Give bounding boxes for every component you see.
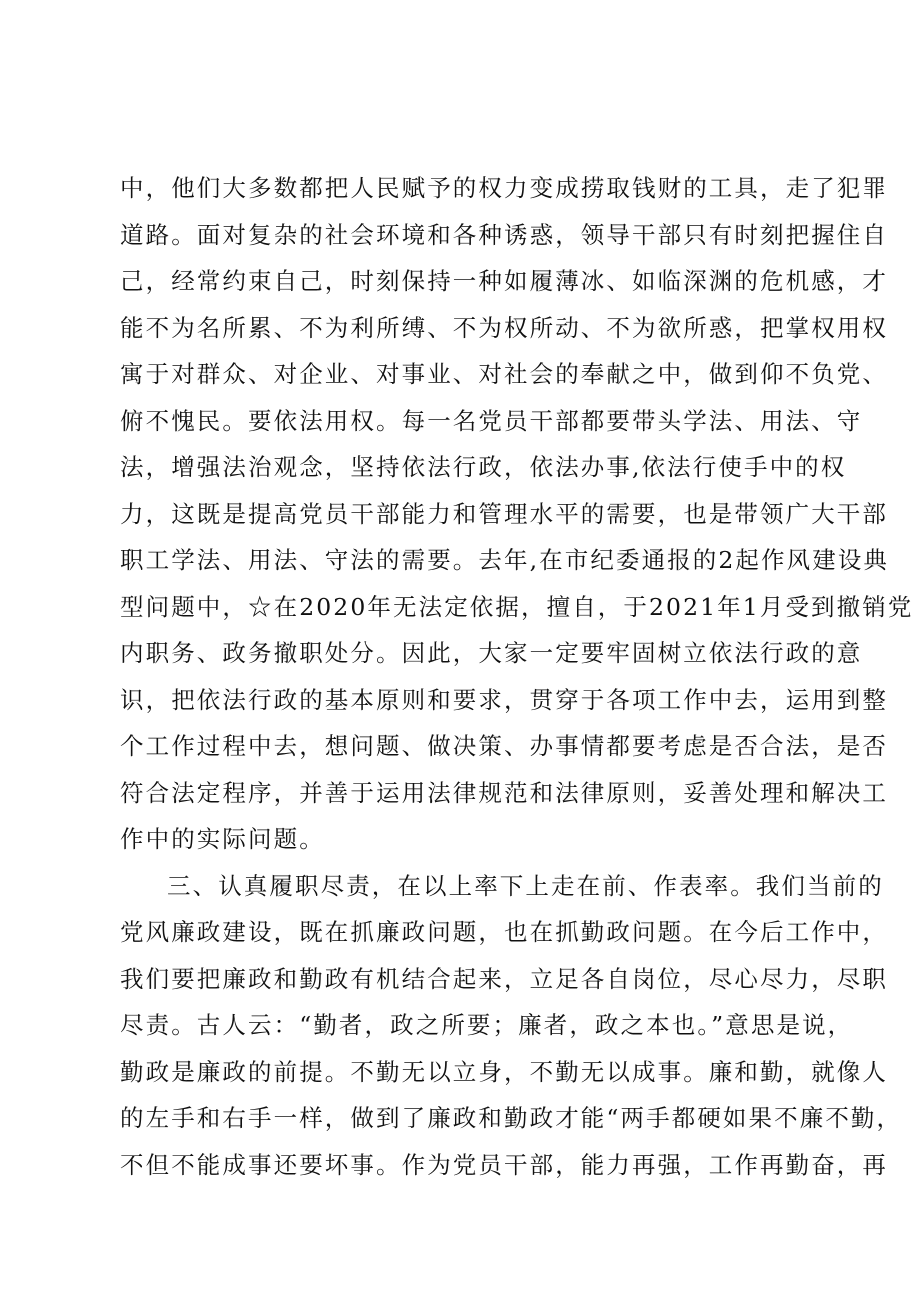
text-line: 的左手和右手一样，做到了廉政和勤政才能“两手都硬如果不廉不勤， [120,1104,903,1132]
text-line: 个工作过程中去，想问题、做决策、办事情都要考虑是否合法，是否 [120,732,888,760]
text-line: 内职务、政务撤职处分。因此，大家一定要牢固树立依法行政的意 [120,639,863,667]
text-line: 型问题中，☆在2020年无法定依据，擅自，于2021年1月受到撤销党 [120,592,914,621]
text-line: 力，这既是提高党员干部能力和管理水平的需要，也是带领广大干部 [120,499,888,528]
text-line: 不但不能成事还要坏事。作为党员干部，能力再强，工作再勤奋，再 [120,1150,888,1179]
text-line: 寓于对群众、对企业、对事业、对社会的奉献之中，做到仰不负党、 [120,360,888,388]
text-line: 俯不愧民。要依法用权。每一名党员干部都要带头学法、用法、守 [120,406,863,435]
text-line: 作中的实际问题。 [120,825,325,853]
text-line: 党风廉政建设，既在抓廉政问题，也在抓勤政问题。在今后工作中， [120,918,888,946]
text-line: 己，经常约束自己，时刻保持一种如履薄冰、如临深渊的危机感，才 [120,267,888,295]
text-line: 中，他们大多数都把人民赋予的权力变成捞取钱财的工具，走了犯罪 [120,174,888,202]
text-line: 尽责。古人云：“勤者，政之所要；廉者，政之本也。”意思是说， [120,1011,854,1039]
text-line: 职工学法、用法、守法的需要。去年,在市纪委通报的2起作风建设典 [120,546,890,574]
text-line: 道路。面对复杂的社会环境和各种诱惑，领导干部只有时刻把握住自 [120,220,888,249]
text-line: 能不为名所累、不为利所缚、不为权所动、不为欲所惑，把掌权用权 [120,313,888,342]
text-line: 法，增强法治观念，坚持依法行政，依法办事,依法行使手中的权 [120,453,847,481]
text-line: 符合法定程序，并善于运用法律规范和法律原则，妥善处理和解决工 [120,778,888,807]
text-line: 识，把依法行政的基本原则和要求，贯穿于各项工作中去，运用到整 [120,685,888,714]
text-line: 勤政是廉政的前提。不勤无以立身，不勤无以成事。廉和勤，就像人 [120,1057,888,1086]
body-text [120,165,914,1188]
text-line: 我们要把廉政和勤政有机结合起来，立足各自岗位，尽心尽力，尽职 [120,964,888,993]
section-heading-line: 三、认真履职尽责，在以上率下上走在前、作表率。我们当前的 [167,871,884,900]
